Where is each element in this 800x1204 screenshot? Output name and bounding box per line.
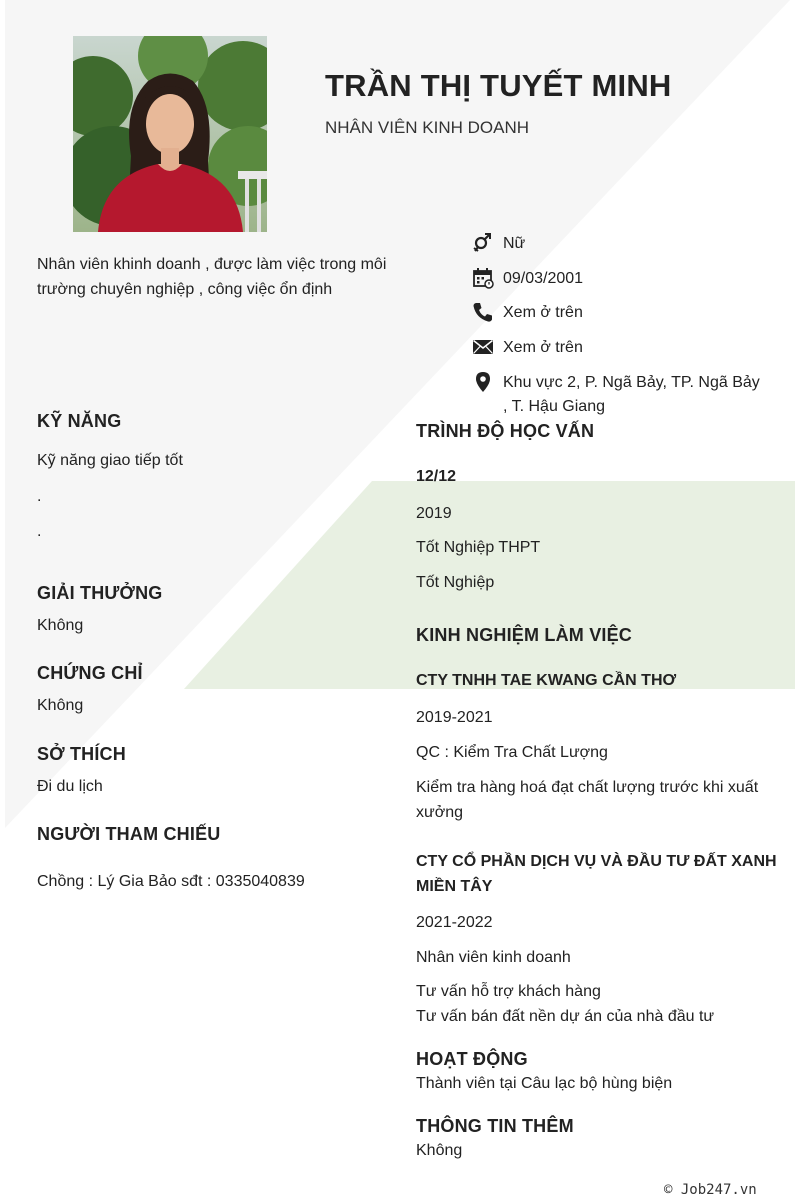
- hobbies-value: Đi du lịch: [37, 778, 103, 795]
- candidate-name: TRẦN THỊ TUYẾT MINH: [325, 68, 672, 103]
- mail-icon: [472, 336, 494, 358]
- education-year: 2019: [416, 505, 452, 522]
- calendar-icon: [472, 267, 494, 289]
- job-position: QC : Kiểm Tra Chất Lượng: [416, 744, 608, 761]
- education-degree: Tốt Nghiệp THPT: [416, 539, 541, 556]
- certificates-value: Không: [37, 697, 84, 714]
- education-result: Tốt Nghiệp: [416, 574, 495, 591]
- phone-icon: [472, 301, 494, 323]
- skill-item: .: [37, 523, 42, 540]
- job-company: CTY TNHH TAE KWANG CẦN THƠ: [416, 672, 677, 689]
- phone-value: Xem ở trên: [503, 304, 583, 321]
- skill-item: Kỹ năng giao tiếp tốt: [37, 452, 183, 469]
- gender-icon: [472, 232, 494, 254]
- education-heading: TRÌNH ĐỘ HỌC VẤN: [416, 421, 595, 441]
- awards-value: Không: [37, 617, 84, 634]
- birthday-value: 09/03/2001: [503, 270, 584, 287]
- job-position: Nhân viên kinh doanh: [416, 949, 571, 966]
- address-value: Khu vực 2, P. Ngã Bảy, TP. Ngã Bảy , T. Hậu Giang: [503, 374, 760, 415]
- job-description: Kiểm tra hàng hoá đạt chất lượng trước khi xuất xưởng: [416, 779, 759, 821]
- skills-heading: KỸ NĂNG: [37, 411, 122, 431]
- job-period: 2021-2022: [416, 914, 493, 931]
- career-objective: Nhân viên khinh doanh , được làm việc trong môi trường chuyên nghiệp , công việc ổn định: [37, 256, 387, 298]
- info-phone: [472, 301, 763, 325]
- education-school: 12/12: [416, 468, 457, 485]
- hobbies-heading: SỞ THÍCH: [37, 744, 126, 764]
- job-period: 2019-2021: [416, 709, 493, 726]
- certificates-heading: CHỨNG CHỈ: [37, 663, 143, 683]
- awards-heading: GIẢI THƯỞNG: [37, 583, 163, 603]
- references-value: Chồng : Lý Gia Bảo sđt : 0335040839: [37, 873, 305, 890]
- info-gender: [472, 232, 763, 256]
- location-pin-icon: [472, 371, 494, 393]
- additional-info-heading: THÔNG TIN THÊM: [416, 1116, 574, 1136]
- activities-heading: HOẠT ĐỘNG: [416, 1049, 528, 1069]
- info-birthday: [472, 267, 763, 291]
- job-description: Tư vấn hỗ trợ khách hàng: [416, 983, 601, 1000]
- job-description: Tư vấn bán đất nền dự án của nhà đầu tư: [416, 1008, 715, 1025]
- info-address: [472, 371, 763, 419]
- references-heading: NGƯỜI THAM CHIẾU: [37, 824, 221, 844]
- gender-value: Nữ: [503, 235, 526, 252]
- skill-item: .: [37, 488, 42, 505]
- profile-photo: [73, 36, 267, 232]
- info-email: [472, 336, 763, 360]
- experience-heading: KINH NGHIỆM LÀM VIỆC: [416, 625, 633, 645]
- job-company: CTY CỔ PHẦN DỊCH VỤ VÀ ĐẦU TƯ ĐẤT XANH MIỀN TÂY: [416, 853, 777, 895]
- email-value: Xem ở trên: [503, 339, 583, 356]
- job-title: NHÂN VIÊN KINH DOANH: [325, 118, 530, 137]
- activities-value: Thành viên tại Câu lạc bộ hùng biện: [416, 1075, 673, 1092]
- additional-info-value: Không: [416, 1142, 463, 1159]
- footer-copyright: © Job247.vn: [664, 1182, 757, 1198]
